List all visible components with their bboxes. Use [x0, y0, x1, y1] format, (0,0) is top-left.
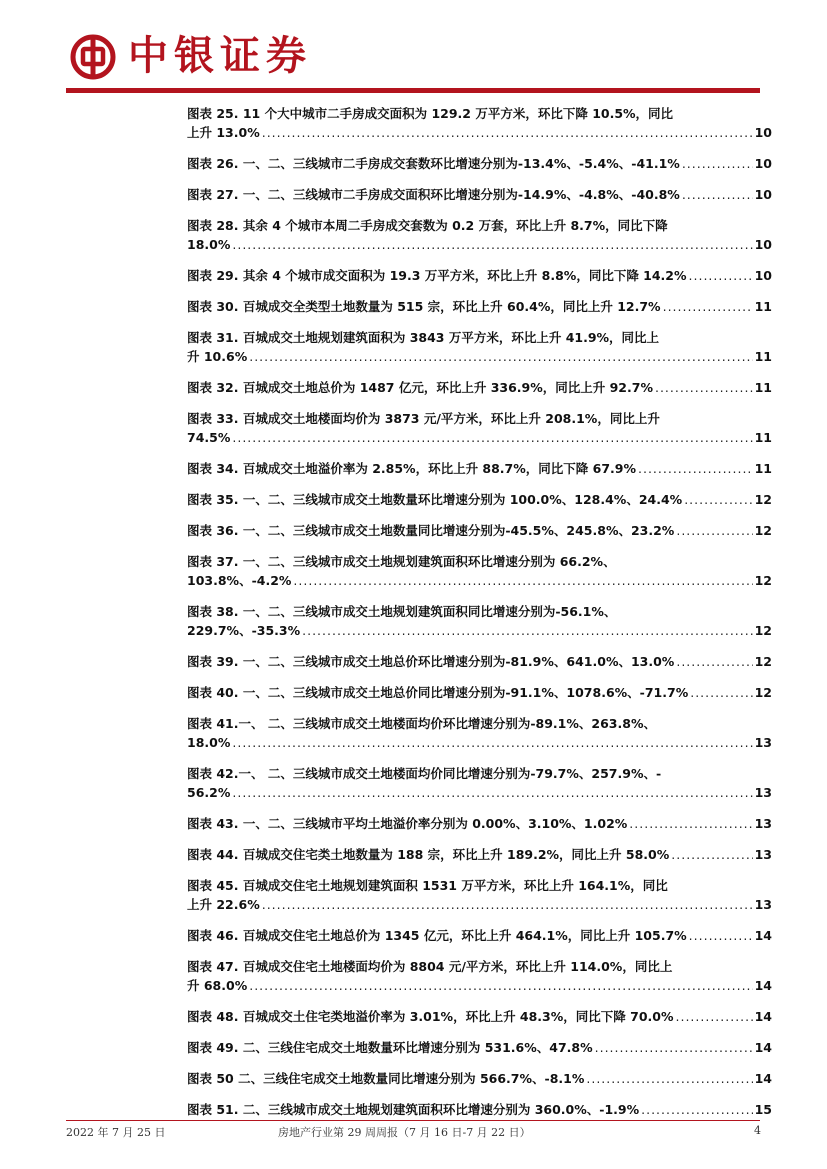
toc-entry-leader-line [187, 378, 772, 397]
toc-entry-title-line: 图表 42.一、 二、三线城市成交土地楼面均价同比增速分别为-79.7%、257.9%、- [187, 766, 662, 781]
toc-entry[interactable] [187, 104, 772, 142]
toc-entry-leader-line [187, 733, 772, 752]
toc-entry-title-line: 图表 25. 11 个大中城市二手房成交面积为 129.2 万平方米，环比下降 10.5%，同比 [187, 106, 674, 121]
dot-leader [676, 652, 752, 671]
toc-entry-text: 图表 35. 一、二、三线城市成交土地数量环比增速分别为 100.0%、128.4%、24.4% [187, 492, 683, 507]
toc-entry-leader-line [187, 347, 772, 366]
footer-date: 2022 年 7 月 25 日 [66, 1126, 166, 1139]
toc-entry-leader-line [187, 571, 772, 590]
toc-entry-leader-line [187, 814, 772, 833]
dot-leader [641, 1100, 752, 1119]
dot-leader [302, 621, 752, 640]
dot-leader [629, 814, 752, 833]
toc-entry-text: 103.8%、-4.2% [187, 573, 292, 588]
toc-entry[interactable] [187, 845, 772, 864]
toc-entry-page-number: 12 [754, 523, 772, 538]
toc-entry-leader-line [187, 123, 772, 142]
toc-entry[interactable] [187, 714, 772, 752]
footer-report-title: 房地产行业第 29 周周报（7 月 16 日-7 月 22 日） [278, 1126, 531, 1139]
toc-entry-title-line: 图表 41.一、 二、三线城市成交土地楼面均价环比增速分别为-89.1%、263.8%、 [187, 716, 656, 731]
toc-entry-text: 图表 48. 百城成交土住宅类地溢价率为 3.01%，环比上升 48.3%，同比下降 70.0% [187, 1009, 674, 1024]
dot-leader [690, 683, 752, 702]
toc-entry-page-number: 14 [754, 1009, 772, 1024]
toc-entry-page-number: 14 [754, 928, 772, 943]
toc-entry-page-number: 10 [754, 156, 772, 171]
toc-entry-text: 74.5% [187, 430, 231, 445]
toc-entry-text: 图表 34. 百城成交土地溢价率为 2.85%，环比上升 88.7%，同比下降 67.9% [187, 461, 637, 476]
toc-entry-text: 图表 51. 二、三线城市成交土地规划建筑面积环比增速分别为 360.0%、-1.9% [187, 1102, 640, 1117]
toc-entry-page-number: 11 [754, 349, 772, 364]
toc-entry[interactable] [187, 154, 772, 173]
toc-entry-leader-line [187, 235, 772, 254]
dot-leader [262, 895, 753, 914]
toc-entry-page-number: 12 [754, 685, 772, 700]
toc-entry-title-line: 图表 37. 一、二、三线城市成交土地规划建筑面积环比增速分别为 66.2%、 [187, 554, 616, 569]
toc-entry-page-number: 12 [754, 492, 772, 507]
toc-entry-title-line: 图表 38. 一、二、三线城市成交土地规划建筑面积同比增速分别为-56.1%、 [187, 604, 617, 619]
toc-entry-text: 图表 49. 二、三线住宅成交土地数量环比增速分别为 531.6%、47.8% [187, 1040, 593, 1055]
dot-leader [655, 378, 753, 397]
toc-entry-page-number: 13 [754, 816, 772, 831]
toc-entry-text: 229.7%、-35.3% [187, 623, 301, 638]
toc-entry[interactable] [187, 297, 772, 316]
toc-entry[interactable] [187, 876, 772, 914]
dot-leader [684, 490, 752, 509]
toc-entry-page-number: 13 [754, 735, 772, 750]
toc-entry-page-number: 14 [754, 1040, 772, 1055]
dot-leader [663, 297, 753, 316]
toc-entry-leader-line [187, 266, 772, 285]
toc-entry-text: 18.0% [187, 735, 231, 750]
toc-entry-text: 图表 39. 一、二、三线城市成交土地总价环比增速分别为-81.9%、641.0%、13.0% [187, 654, 675, 669]
dot-leader [232, 783, 752, 802]
toc-entry-text: 图表 32. 百城成交土地总价为 1487 亿元，环比上升 336.9%，同比上升 92.7% [187, 380, 653, 395]
header-divider [66, 88, 760, 93]
toc-entry-leader-line [187, 185, 772, 204]
toc-entry-page-number: 13 [754, 785, 772, 800]
toc-entry[interactable] [187, 602, 772, 640]
toc-entry[interactable] [187, 1100, 772, 1119]
dot-leader [671, 845, 752, 864]
toc-entry-page-number: 14 [754, 1071, 772, 1086]
toc-entry[interactable] [187, 1038, 772, 1057]
toc-entry-text: 升 68.0% [187, 978, 248, 993]
bank-of-china-logo-icon [70, 34, 116, 80]
dot-leader [249, 976, 752, 995]
toc-entry-leader-line [187, 621, 772, 640]
toc-entry-page-number: 12 [754, 654, 772, 669]
toc-entry-text: 图表 30. 百城成交全类型土地数量为 515 宗，环比上升 60.4%，同比上升 12.7% [187, 299, 661, 314]
toc-entry-text: 图表 36. 一、二、三线城市成交土地数量同比增速分别为-45.5%、245.8%、23.2% [187, 523, 675, 538]
toc-entry-text: 图表 46. 百城成交住宅土地总价为 1345 亿元，环比上升 464.1%，同比上升 105.7% [187, 928, 687, 943]
toc-entry[interactable] [187, 957, 772, 995]
dot-leader [676, 521, 752, 540]
toc-entry[interactable] [187, 266, 772, 285]
toc-entry-leader-line [187, 428, 772, 447]
toc-entry-title-line: 图表 47. 百城成交住宅土地楼面均价为 8804 元/平方米，环比上升 114.0%，同比上 [187, 959, 673, 974]
toc-entry-title-line: 图表 33. 百城成交土地楼面均价为 3873 元/平方米，环比上升 208.1%，同比上升 [187, 411, 660, 426]
toc-entry-leader-line [187, 1038, 772, 1057]
toc-entry-leader-line [187, 895, 772, 914]
toc-entry-text: 图表 26. 一、二、三线城市二手房成交套数环比增速分别为-13.4%、-5.4%、-41.1% [187, 156, 680, 171]
toc-entry-leader-line [187, 926, 772, 945]
toc-entry-page-number: 12 [754, 573, 772, 588]
toc-entry-leader-line [187, 490, 772, 509]
figure-table-of-contents [187, 104, 772, 1131]
dot-leader [586, 1069, 752, 1088]
toc-entry-page-number: 11 [754, 461, 772, 476]
toc-entry[interactable] [187, 216, 772, 254]
toc-entry-text: 18.0% [187, 237, 231, 252]
dot-leader [682, 154, 753, 173]
toc-entry-text: 图表 29. 其余 4 个城市成交面积为 19.3 万平方米，环比上升 8.8%，同比下降 14.2% [187, 268, 687, 283]
toc-entry-page-number: 13 [754, 897, 772, 912]
toc-entry-text: 上升 13.0% [187, 125, 260, 140]
toc-entry[interactable] [187, 459, 772, 478]
toc-entry[interactable] [187, 185, 772, 204]
toc-entry-page-number: 10 [754, 237, 772, 252]
toc-entry-title-line: 图表 45. 百城成交住宅土地规划建筑面积 1531 万平方米，环比上升 164.1%，同比 [187, 878, 668, 893]
toc-entry-page-number: 11 [754, 299, 772, 314]
toc-entry-page-number: 10 [754, 125, 772, 140]
toc-entry-leader-line [187, 1007, 772, 1026]
toc-entry-page-number: 10 [754, 268, 772, 283]
toc-entry-title-line: 图表 31. 百城成交土地规划建筑面积为 3843 万平方米，环比上升 41.9%，同比上 [187, 330, 660, 345]
toc-entry-text: 图表 27. 一、二、三线城市二手房成交面积环比增速分别为-14.9%、-4.8%、-40.8% [187, 187, 680, 202]
dot-leader [232, 428, 752, 447]
toc-entry-page-number: 15 [754, 1102, 772, 1117]
dot-leader [249, 347, 752, 366]
footer-page-number: 4 [754, 1124, 761, 1137]
toc-entry-page-number: 14 [754, 978, 772, 993]
toc-entry-leader-line [187, 783, 772, 802]
toc-entry-leader-line [187, 459, 772, 478]
toc-entry-page-number: 13 [754, 847, 772, 862]
toc-entry[interactable] [187, 926, 772, 945]
dot-leader [262, 123, 753, 142]
toc-entry-title-line: 图表 28. 其余 4 个城市本周二手房成交套数为 0.2 万套，环比上升 8.7%，同比下降 [187, 218, 668, 233]
toc-entry[interactable] [187, 652, 772, 671]
brand-name: 中银证券 [128, 32, 312, 79]
footer-divider [66, 1120, 760, 1121]
toc-entry-page-number: 11 [754, 430, 772, 445]
toc-entry[interactable] [187, 552, 772, 590]
toc-entry-leader-line [187, 652, 772, 671]
dot-leader [232, 733, 752, 752]
dot-leader [689, 266, 753, 285]
page-header [0, 0, 827, 96]
toc-entry[interactable] [187, 1007, 772, 1026]
toc-entry-text: 图表 44. 百城成交住宅类土地数量为 188 宗，环比上升 189.2%，同比上升 58.0% [187, 847, 670, 862]
toc-entry-leader-line [187, 976, 772, 995]
toc-entry[interactable] [187, 521, 772, 540]
dot-leader [638, 459, 753, 478]
toc-entry[interactable] [187, 409, 772, 447]
dot-leader [676, 1007, 753, 1026]
toc-entry-text: 升 10.6% [187, 349, 248, 364]
toc-entry[interactable] [187, 1069, 772, 1088]
toc-entry-text: 上升 22.6% [187, 897, 260, 912]
dot-leader [232, 235, 752, 254]
toc-entry-leader-line [187, 1100, 772, 1119]
toc-entry[interactable] [187, 328, 772, 366]
toc-entry[interactable] [187, 490, 772, 509]
toc-entry-text: 56.2% [187, 785, 231, 800]
toc-entry-leader-line [187, 154, 772, 173]
dot-leader [595, 1038, 753, 1057]
toc-entry-text: 图表 40. 一、二、三线城市成交土地总价同比增速分别为-91.1%、1078.6%、-71.7% [187, 685, 689, 700]
toc-entry[interactable] [187, 764, 772, 802]
toc-entry-leader-line [187, 845, 772, 864]
toc-entry[interactable] [187, 683, 772, 702]
dot-leader [682, 185, 753, 204]
toc-entry-text: 图表 50 二、三线住宅成交土地数量同比增速分别为 566.7%、-8.1% [187, 1071, 585, 1086]
dot-leader [689, 926, 753, 945]
toc-entry-leader-line [187, 1069, 772, 1088]
toc-entry[interactable] [187, 378, 772, 397]
dot-leader [293, 571, 752, 590]
toc-entry-leader-line [187, 297, 772, 316]
toc-entry-text: 图表 43. 一、二、三线城市平均土地溢价率分别为 0.00%、3.10%、1.02% [187, 816, 628, 831]
toc-entry-leader-line [187, 683, 772, 702]
toc-entry-page-number: 10 [754, 187, 772, 202]
toc-entry-page-number: 11 [754, 380, 772, 395]
toc-entry-leader-line [187, 521, 772, 540]
toc-entry-page-number: 12 [754, 623, 772, 638]
toc-entry[interactable] [187, 814, 772, 833]
